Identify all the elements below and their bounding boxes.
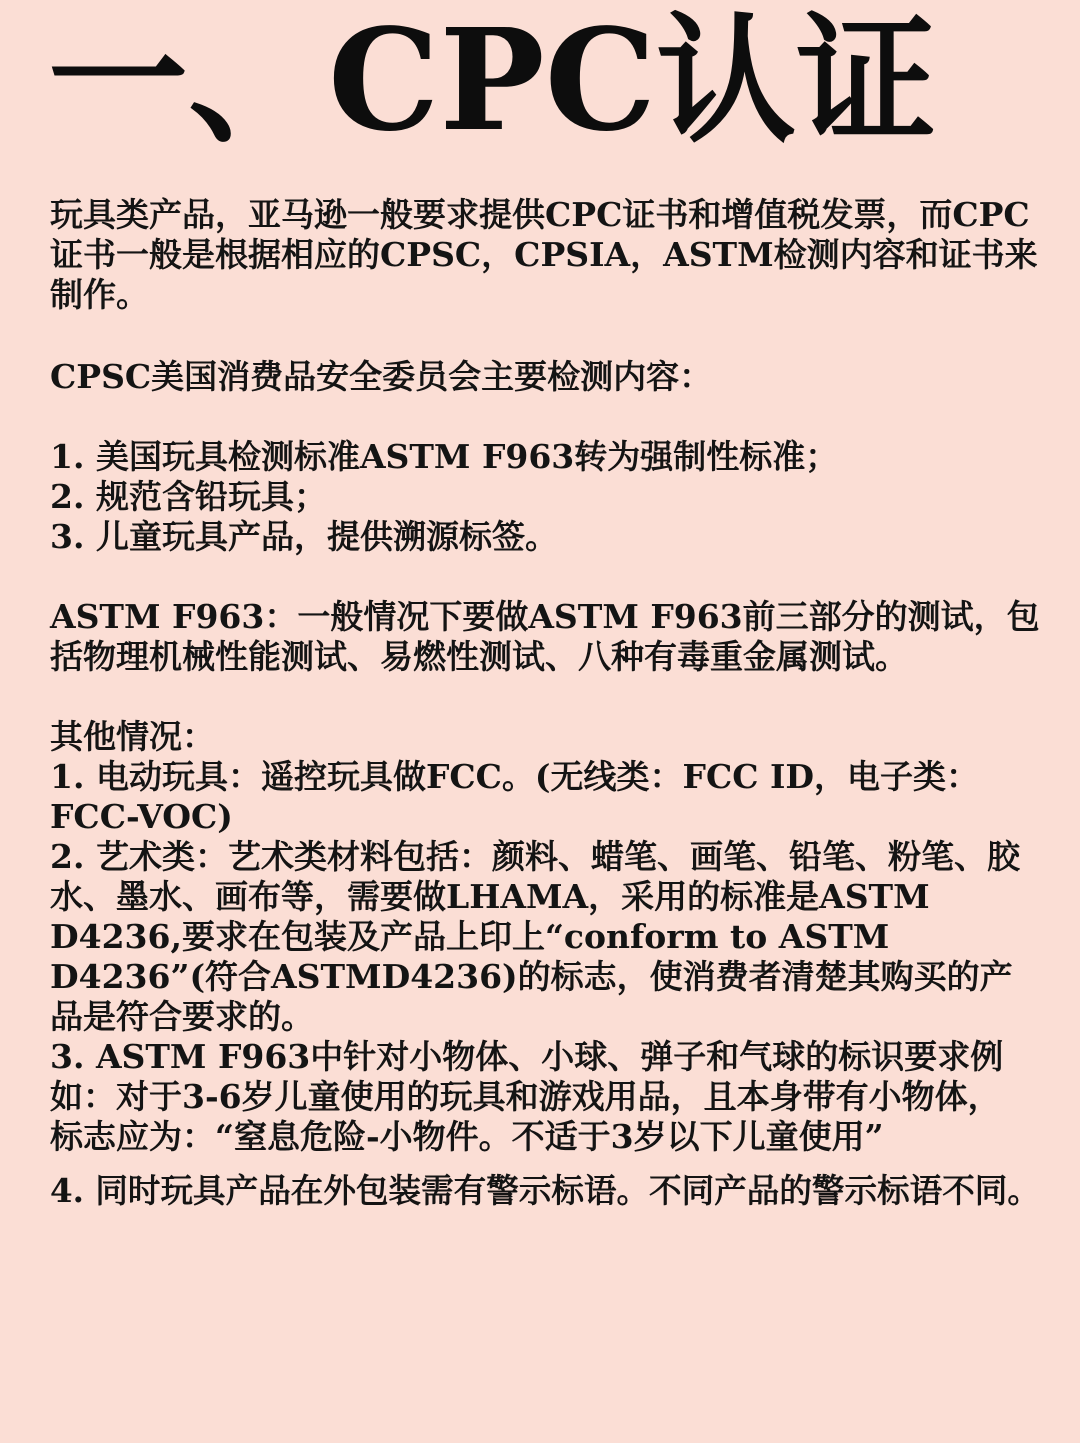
other-line: D4236”(符合ASTMD4236)的标志，使消费者清楚其购买的产 (50, 957, 1013, 996)
cpsc-list-item: 1. 美国玩具检测标准ASTM F963转为强制性标准； (50, 437, 839, 476)
cpsc-list-item: 3. 儿童玩具产品，提供溯源标签。 (50, 517, 558, 556)
other-line: 标志应为：“窒息危险-小物件。不适于3岁以下儿童使用” (50, 1117, 884, 1156)
other-line: 4. 同时玩具产品在外包装需有警示标语。不同产品的警示标语不同。 (50, 1171, 1040, 1210)
cpsc-list-item: 2. 规范含铅玩具； (50, 477, 327, 516)
cpsc-heading: CPSC美国消费品安全委员会主要检测内容： (50, 357, 713, 396)
other-line: 2. 艺术类：艺术类材料包括：颜料、蜡笔、画笔、铅笔、粉笔、胶 (50, 837, 1020, 876)
other-line: 3. ASTM F963中针对小物体、小球、弹子和气球的标识要求例 (50, 1037, 1004, 1076)
astm-line: 括物理机械性能测试、易燃性测试、八种有毒重金属测试。 (50, 637, 908, 676)
other-line: FCC-VOC) (50, 797, 233, 836)
other-line: D4236,要求在包装及产品上印上“conform to ASTM (50, 917, 890, 956)
other-line: 品是符合要求的。 (50, 997, 314, 1036)
other-heading: 其他情况： (50, 717, 215, 756)
page-title: 一、CPC认证 (48, 0, 937, 163)
other-line: 如：对于3-6岁儿童使用的玩具和游戏用品，且本身带有小物体， (50, 1077, 1001, 1116)
intro-line: 证书一般是根据相应的CPSC，CPSIA，ASTM检测内容和证书来 (50, 235, 1038, 274)
other-line: 水、墨水、画布等，需要做LHAMA，采用的标准是ASTM (50, 877, 930, 916)
intro-line: 玩具类产品，亚马逊一般要求提供CPC证书和增值税发票，而CPC (50, 195, 1030, 234)
intro-line: 制作。 (50, 275, 149, 314)
other-line: 1. 电动玩具：遥控玩具做FCC。(无线类：FCC ID，电子类： (50, 757, 980, 796)
astm-line: ASTM F963：一般情况下要做ASTM F963前三部分的测试，包 (50, 597, 1040, 636)
